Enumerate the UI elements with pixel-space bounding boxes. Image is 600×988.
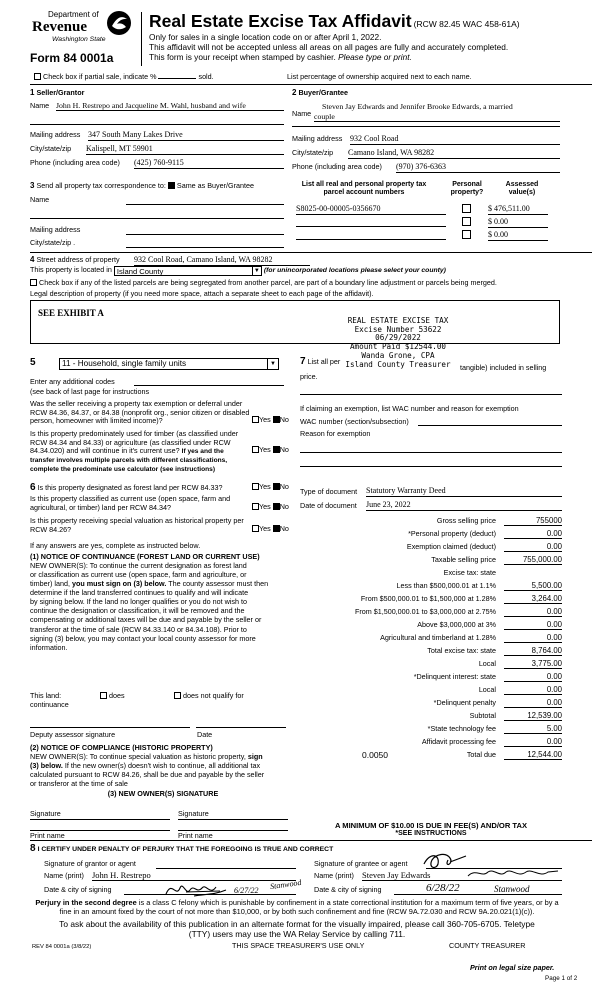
notice1-line: compensating or additional taxes will be due and payable by the seller or xyxy=(30,615,262,625)
timber-question xyxy=(30,430,296,474)
tax-row-label: Local xyxy=(478,659,496,668)
county-row xyxy=(30,266,446,276)
parcel-number[interactable] xyxy=(296,217,446,227)
owner-signature-line[interactable] xyxy=(178,819,288,820)
tax-row xyxy=(300,672,562,684)
owner-signature-label: Signature xyxy=(30,809,61,818)
does-not-checkbox[interactable] xyxy=(174,692,181,699)
minimum-note: A MINIMUM OF $10.00 IS DUE IN FEE(S) AND/OR TAX xyxy=(334,821,528,830)
seller-phone-row xyxy=(30,159,284,168)
legal-label: Legal description of property (if you need more space, attach a separate sheet to each page of the affidavit). xyxy=(30,289,374,298)
tax-row-label: Excise tax: state xyxy=(443,568,496,577)
section3-city-row xyxy=(30,239,284,248)
form-title: Real Estate Excise Tax Affidavit xyxy=(149,11,412,31)
notice2-line: NEW OWNER(S): To continue special valuation as historic property, sign xyxy=(30,752,263,762)
buyer-name-row xyxy=(292,102,560,124)
parcel-personal-checkbox[interactable] xyxy=(462,230,471,239)
partial-sale-text: Check box if partial sale, indicate % xyxy=(43,72,157,81)
notice1-line: by signing below. If the land no longer qualifies or you do not wish to xyxy=(30,597,247,607)
grantor-signature-line[interactable] xyxy=(156,868,296,869)
owner-signature-label: Signature xyxy=(178,809,209,818)
tax-row xyxy=(300,698,562,710)
section3-name-row xyxy=(30,196,284,205)
forest-yes-checkbox[interactable] xyxy=(252,483,259,490)
treasurer-use-only: THIS SPACE TREASURER'S USE ONLY xyxy=(232,941,365,950)
tax-row-label: Total due xyxy=(466,750,496,759)
buyer-name-line2[interactable]: couple xyxy=(314,112,560,122)
county-treasurer-label: COUNTY TREASURER xyxy=(449,941,526,950)
tax-row-value[interactable]: 3,775.00 xyxy=(504,659,562,669)
seller-heading: 1 Seller/Grantor xyxy=(30,88,85,97)
stamp-line6: Island County Treasurer xyxy=(345,359,451,369)
tax-row xyxy=(300,581,562,593)
exemption-label: If claiming an exemption, list WAC number and reason for exemption xyxy=(300,404,519,413)
deputy-label: Deputy assessor signature xyxy=(30,730,116,739)
rev-number: REV 84 0001a (3/8/22) xyxy=(32,944,92,950)
grantor-date-label: Date & city of signing xyxy=(44,885,112,894)
buyer-mail-row xyxy=(292,135,560,144)
tax-row-label: Exemption claimed (deduct) xyxy=(406,542,496,551)
doc-date-label: Date of document xyxy=(300,501,357,510)
tax-row xyxy=(300,568,562,580)
section3-heading: 3 Send all property tax correspondence to: Same as Buyer/Grantee xyxy=(30,181,255,190)
grantee-city: Stanwood xyxy=(494,884,530,894)
reason-label: Reason for exemption xyxy=(300,429,371,438)
segregated-row xyxy=(30,279,497,288)
perjury-notice: Perjury in the second degree is a class C felony which is punishable by confinement in a state correctional institution for a maximum term of five years, or by a fine in an amount fixed by the court of not more than $10,000, or by both such confinement and fine (RCW 9A.72.030 and RCW 9A.20.021(1)(c)). xyxy=(35,898,559,916)
historic-answers: Yes No xyxy=(252,525,289,534)
if-yes-instructions: If any answers are yes, complete as instructed below. xyxy=(30,541,201,550)
stamp-line3: 06/29/2022 xyxy=(375,333,421,343)
notice1-line: timber) land, you must sign on (3) below. The county assessor must then xyxy=(30,579,269,589)
street-label: Street address of property xyxy=(36,255,120,264)
see-instructions: *SEE INSTRUCTIONS xyxy=(395,830,467,837)
reason-line-1 xyxy=(300,452,562,453)
additional-codes-label: Enter any additional codes xyxy=(30,377,115,386)
seller-phone-label: Phone (including area code) xyxy=(30,158,120,167)
parcel-personal-checkbox[interactable] xyxy=(462,204,471,213)
tax-row-value[interactable]: 5.00 xyxy=(504,724,562,734)
parcel-number[interactable]: S8025-00-00005-0356670 xyxy=(296,204,446,215)
historic-question xyxy=(30,517,296,534)
does-checkbox[interactable] xyxy=(100,692,107,699)
same-as-buyer-checkbox[interactable] xyxy=(168,182,175,189)
grantor-date: 6/27/22 xyxy=(234,886,259,895)
legal-description-text: SEE EXHIBIT A xyxy=(38,308,104,318)
doc-date-field[interactable]: June 23, 2022 xyxy=(366,500,562,511)
notice1-title: (1) NOTICE OF CONTINUANCE (FOREST LAND OR CURRENT USE) xyxy=(30,552,260,561)
tax-row-value[interactable]: 5,500.00 xyxy=(504,581,562,591)
historic-yes-checkbox[interactable] xyxy=(252,525,259,532)
form-rcw: (RCW 82.45 WAC 458-61A) xyxy=(413,19,520,29)
parcel-assessed[interactable]: $ 476,511.00 xyxy=(488,204,548,215)
notice1-line: transferor at the time of sale (RCW 84.33.140 or 84.34.108). Prior to xyxy=(30,624,247,634)
tax-row-label: Total excise tax: state xyxy=(427,646,496,655)
tax-row-label: Subtotal xyxy=(469,711,496,720)
seller-section xyxy=(30,88,284,98)
dept-line1: Department of xyxy=(48,10,99,19)
forest-question-text: Is this property designated as forest land per RCW 84.33? xyxy=(37,483,223,492)
section7-text-b: tangible) included in selling price. xyxy=(300,363,547,381)
grantee-name-label: Name (print) xyxy=(314,871,354,880)
doc-type-field[interactable]: Statutory Warranty Deed xyxy=(366,486,562,497)
parcel-assessed[interactable]: $ 0.00 xyxy=(488,230,548,241)
section3-city-label: City/state/zip . xyxy=(30,238,76,247)
alt-format-line-2: (TTY) users may use the WA Relay Service by calling 711. xyxy=(188,929,406,940)
tax-row xyxy=(300,620,562,632)
grantee-date-label: Date & city of signing xyxy=(314,885,382,894)
local-rate: 0.0050 xyxy=(362,750,388,760)
parcel-row xyxy=(296,230,562,241)
seller-phone-field[interactable]: (425) 760-9115 xyxy=(134,158,284,169)
use-code-select[interactable] xyxy=(59,358,279,370)
header-note-2: This affidavit will not be accepted unless all areas on all pages are fully and accurately completed. xyxy=(149,42,509,52)
deputy-signature-line[interactable] xyxy=(30,727,190,728)
tax-row-value xyxy=(504,568,562,578)
tax-row-label: Above $3,000,000 at 3% xyxy=(417,620,496,629)
tax-row-value[interactable]: 755,000.00 xyxy=(504,555,562,565)
grantee-name[interactable]: Steven Jay Edwards xyxy=(362,870,562,881)
see-back-label: (see back of last page for instructions xyxy=(30,387,150,396)
forest-question: 6 Is this property designated as forest land per RCW 84.33? Yes No xyxy=(30,482,289,493)
this-land-label: This land: xyxy=(30,691,62,700)
tax-row-value[interactable]: 0.00 xyxy=(504,607,562,617)
tax-row xyxy=(300,555,562,567)
segregated-checkbox[interactable] xyxy=(30,279,37,286)
additional-codes-row xyxy=(30,378,284,387)
notice2-line: or transferor at the time of sale xyxy=(30,779,128,789)
seller-name-field[interactable]: John H. Restrepo and Jacqueline M. Wahl, husband and wife xyxy=(56,101,284,111)
stamp-line2: Excise Number 53622 xyxy=(354,324,442,334)
timber-question-text: Is this property predominately used for timber (as classified under RCW 84.34 and 84.33) or agriculture (as classified under RCW 84.34.020) and will continue in it's current use? If yes and the transfer involves multiple parcels with different classifications, complete the predominate use calculator (see instructions) xyxy=(30,429,239,474)
legal-paper-note: Print on legal size paper. xyxy=(470,964,555,972)
stamp-line4: Amount Paid $12544.00 xyxy=(349,342,446,352)
header-note-3 xyxy=(149,53,412,63)
timber-answers: Yes No xyxy=(252,446,289,455)
tax-row xyxy=(300,750,562,762)
buyer-name-extra-line xyxy=(292,126,560,127)
historic-question-text: Is this property receiving special valuation as historical property per RCW 84.26? xyxy=(30,516,244,534)
tax-row-value[interactable]: 12,539.00 xyxy=(504,711,562,721)
grantor-sig-label: Signature of grantor or agent xyxy=(44,859,136,868)
tax-row xyxy=(300,594,562,606)
tax-row xyxy=(300,724,562,736)
buyer-mail-label: Mailing address xyxy=(292,134,343,143)
tax-row-value[interactable]: 3,264.00 xyxy=(504,594,562,604)
header-note-3b: Please type or print. xyxy=(338,52,412,62)
form-number: Form 84 0001a xyxy=(30,51,114,65)
tax-row-label: *Delinquent interest: state xyxy=(413,672,496,681)
partial-sale-checkbox[interactable] xyxy=(34,73,41,80)
parcel-number[interactable] xyxy=(296,230,446,240)
section7-line xyxy=(300,394,562,395)
tax-row-label: *Delinquent penalty xyxy=(433,698,496,707)
grantor-name[interactable]: John H. Restrepo xyxy=(92,870,296,881)
seller-city-field[interactable]: Kalispell, MT 59901 xyxy=(86,144,284,155)
ownership-note: List percentage of ownership acquired next to each name. xyxy=(287,72,472,81)
tax-row-value[interactable]: 0.00 xyxy=(504,685,562,695)
section3-name-extra-line xyxy=(30,218,284,219)
unincorporated-note: (for unincorporated locations please select your county) xyxy=(263,267,446,274)
tax-row-label: From $500,000.01 to $1,500,000 at 1.28% xyxy=(360,594,496,603)
exemption-question-text: Was the seller receiving a property tax exemption or deferral under RCW 84.36, 84.37, or 84.38 (nonprofit org., senior citizen or disabled person, homeowner with limited income)? xyxy=(30,399,250,426)
owner-signature-line[interactable] xyxy=(30,819,170,820)
tax-row xyxy=(300,737,562,749)
dor-logo xyxy=(30,10,140,48)
chevron-down-icon[interactable]: ▼ xyxy=(252,267,261,276)
use-code-value: 11 - Household, single family units xyxy=(62,359,187,368)
tax-row xyxy=(300,646,562,658)
notice-continuance xyxy=(30,552,296,652)
buyer-heading: 2 Buyer/Grantee xyxy=(292,88,348,97)
tax-row-label: Less than $500,000.01 at 1.1% xyxy=(396,581,496,590)
tax-row-value[interactable]: 8,764.00 xyxy=(504,646,562,656)
tax-row-value[interactable]: 0.00 xyxy=(504,620,562,630)
tax-row xyxy=(300,633,562,645)
section7-row: 7 List all per tangible) included in selling price. xyxy=(300,356,562,368)
seller-name-row xyxy=(30,102,284,111)
stamp-line5: Wanda Grone, CPA xyxy=(361,350,435,360)
parcel-assessed[interactable]: $ 0.00 xyxy=(488,217,548,228)
dor-swirl-icon xyxy=(106,10,132,36)
exemption-no-checkbox[interactable] xyxy=(273,416,280,423)
header-divider xyxy=(141,12,142,66)
dept-line3: Washington State xyxy=(52,36,106,43)
wac-label: WAC number (section/subsection) xyxy=(300,417,409,426)
seller-mail-label: Mailing address xyxy=(30,130,81,139)
partial-sale-percent[interactable] xyxy=(158,78,196,79)
tax-row xyxy=(300,607,562,619)
notice1-line: continue the designation or classification, it will be removed and the xyxy=(30,606,245,616)
buyer-phone-row xyxy=(292,163,560,172)
notice1-line: determine if the land transferred continues to qualify and will indicate xyxy=(30,588,249,598)
located-label: This property is located in xyxy=(30,265,112,274)
grantee-date-line[interactable] xyxy=(394,894,562,895)
street-field[interactable]: 932 Cool Road, Camano Island, WA 98282 xyxy=(134,255,310,266)
seller-mail-row xyxy=(30,131,284,140)
county-value: Island County xyxy=(116,267,164,276)
tax-row xyxy=(300,659,562,671)
buyer-name-line1[interactable]: Steven Jay Edwards and Jennifer Brooke Edwards, a married xyxy=(322,102,513,111)
same-as-buyer-label: Same as Buyer/Grantee xyxy=(176,181,255,190)
doc-type-label: Type of document xyxy=(300,487,358,496)
buyer-city-row xyxy=(292,149,560,158)
parcel-header-personal: Personal property? xyxy=(450,181,484,197)
section7-text-a: List all per xyxy=(307,357,341,366)
section3-name-label: Name xyxy=(30,195,50,204)
wac-row xyxy=(300,418,562,427)
exemption-yes-checkbox[interactable] xyxy=(252,416,259,423)
tax-row-value[interactable]: 0.00 xyxy=(504,529,562,539)
tax-row-label: From $1,500,000.01 to $3,000,000 at 2.75% xyxy=(354,607,496,616)
seller-name-label: Name xyxy=(30,101,50,110)
parcel-header-list: List all real and personal property tax parcel account numbers xyxy=(301,181,427,197)
buyer-phone-label: Phone (including area code) xyxy=(292,162,382,171)
doc-type-row xyxy=(300,488,562,497)
does-not-option: does not qualify for xyxy=(174,692,244,701)
partial-sale-sold: sold. xyxy=(198,72,214,81)
reason-line-2 xyxy=(300,466,562,467)
does-option: does xyxy=(100,692,125,701)
tax-row-label: *State technology fee xyxy=(427,724,496,733)
tax-row-label: Affidavit processing fee xyxy=(421,737,496,746)
buyer-name-label: Name xyxy=(292,109,312,118)
notice3-title: (3) NEW OWNER(S) SIGNATURE xyxy=(107,789,219,799)
seller-city-row xyxy=(30,145,284,154)
tax-row xyxy=(300,542,562,554)
grantor-signature-image xyxy=(164,878,234,900)
notice-compliance xyxy=(30,743,296,798)
parcel-personal-checkbox[interactable] xyxy=(462,217,471,226)
current-use-question xyxy=(30,495,296,512)
timber-no-checkbox[interactable] xyxy=(273,446,280,453)
tax-row-label: Taxable selling price xyxy=(431,555,496,564)
rule-4 xyxy=(30,252,592,253)
forest-no-checkbox[interactable] xyxy=(273,483,280,490)
wac-field[interactable] xyxy=(418,425,562,426)
tax-row-value[interactable]: 0.00 xyxy=(504,737,562,747)
form-title-wrap xyxy=(149,11,520,32)
section3-mail-row xyxy=(30,226,284,235)
segregated-text: Check box if any of the listed parcels are being segregated from another parcel, are part of a boundary line adjustment or parcels being merged. xyxy=(39,278,497,287)
section5-row: 5 xyxy=(30,357,36,368)
notice2-title: (2) NOTICE OF COMPLIANCE (HISTORIC PROPERTY) xyxy=(30,743,213,752)
buyer-phone-field[interactable]: (970) 376-6363 xyxy=(396,162,560,173)
this-land-row xyxy=(30,692,296,709)
grantee-sig-label: Signature of grantee or agent xyxy=(314,859,408,868)
forest-answers: Yes No xyxy=(252,483,289,492)
alt-format-line-1: To ask about the availability of this publication in an alternate format for the visually impaired, please call 360-705-6705. Teletype xyxy=(59,919,535,929)
additional-codes-field[interactable] xyxy=(134,385,284,386)
seller-name-extra-line xyxy=(30,124,284,125)
parcel-header-assessed: Assessed value(s) xyxy=(505,181,539,197)
tax-row-label: Local xyxy=(478,685,496,694)
continuance-label: continuance xyxy=(30,699,69,709)
section3-mail-label: Mailing address xyxy=(30,225,81,234)
section3-text: Send all property tax correspondence to: xyxy=(36,181,166,190)
tax-row-value[interactable]: 755000 xyxy=(504,516,562,526)
timber-yes-checkbox[interactable] xyxy=(252,446,259,453)
owner-print-label: Print name xyxy=(30,831,65,840)
section3-mail-field[interactable] xyxy=(126,234,284,235)
notice1-line: or classification as current use (open space, farm and agriculture, or xyxy=(30,570,247,580)
tax-row-value[interactable]: 0.00 xyxy=(504,672,562,682)
tax-row-label: Agricultural and timberland at 1.28% xyxy=(380,633,496,642)
partial-sale-row xyxy=(34,73,214,82)
header-note-3a: This form is your receipt when stamped by cashier. xyxy=(149,52,336,62)
grantee-signature-image xyxy=(466,866,560,880)
parcel-row xyxy=(296,204,562,215)
rule-8 xyxy=(30,840,592,841)
tax-row-label: *Personal property (deduct) xyxy=(408,529,496,538)
owner-print-label: Print name xyxy=(178,831,213,840)
buyer-city-field[interactable]: Camano Island, WA 98282 xyxy=(348,148,560,159)
tax-row-value[interactable]: 12,544.00 xyxy=(504,750,562,760)
tax-row xyxy=(300,685,562,697)
grantee-signature-image xyxy=(420,850,470,872)
current-use-yes-checkbox[interactable] xyxy=(252,503,259,510)
grantee-date: 6/28/22 xyxy=(426,882,460,894)
deputy-date-label: Date xyxy=(197,730,213,739)
notice1-line: information. xyxy=(30,642,68,652)
notice2-line: calculated pursuant to RCW 84.26, shall be due and payable by the seller xyxy=(30,770,265,780)
section4-street-row: 4 Street address of property 932 Cool Road, Camano Island, WA 98282 xyxy=(30,255,560,265)
notice2-line: (3) below. If the new owner(s) doesn't wish to continue, all additional tax xyxy=(30,761,261,771)
chevron-down-icon[interactable]: ▼ xyxy=(267,359,278,370)
current-use-answers: Yes No xyxy=(252,503,289,512)
notice1-line: NEW OWNER(S): To continue the current designation as forest land xyxy=(30,561,247,571)
grantor-city: Stanwood xyxy=(269,877,302,892)
current-use-no-checkbox[interactable] xyxy=(273,503,280,510)
grantor-name-label: Name (print) xyxy=(44,871,84,880)
tax-row xyxy=(300,529,562,541)
county-select[interactable] xyxy=(114,266,262,276)
tax-row-value[interactable]: 0.00 xyxy=(504,698,562,708)
buyer-city-label: City/state/zip xyxy=(292,148,334,157)
page-number: Page 1 of 2 xyxy=(545,975,578,982)
alt-format-notice xyxy=(30,919,564,939)
current-use-question-text: Is this property classified as current use (open space, farm and agricultural, or timber) land per RCW 84.34? xyxy=(30,494,231,512)
doc-date-row xyxy=(300,502,562,511)
section3-city-field[interactable] xyxy=(126,247,284,248)
notice1-line: signing (3) below, you may contact your local county assessor for more xyxy=(30,633,256,643)
header-note-1: Only for sales in a single location code on or after April 1, 2022. xyxy=(149,32,382,42)
exemption-question xyxy=(30,400,296,426)
tax-row xyxy=(300,516,562,528)
seller-mail-field[interactable]: 347 South Many Lakes Drive xyxy=(88,130,284,141)
tax-row-value[interactable]: 0.00 xyxy=(504,633,562,643)
section8-title: 8 I CERTIFY UNDER PENALTY OF PERJURY THAT THE FOREGOING IS TRUE AND CORRECT xyxy=(30,843,334,854)
dept-line2: Revenue xyxy=(32,19,87,35)
exemption-answers: Yes No xyxy=(252,416,289,425)
section3-name-field[interactable] xyxy=(126,204,284,205)
buyer-mail-field[interactable]: 932 Cool Road xyxy=(350,134,560,145)
seller-city-label: City/state/zip xyxy=(30,144,72,153)
rule-top xyxy=(30,84,592,85)
stamp-line1: REAL ESTATE EXCISE TAX xyxy=(347,316,449,325)
parcel-row xyxy=(296,217,562,228)
tax-row xyxy=(300,711,562,723)
deputy-date-line[interactable] xyxy=(196,727,286,728)
tax-row-value[interactable]: 0.00 xyxy=(504,542,562,552)
tax-row-label: Gross selling price xyxy=(436,516,496,525)
historic-no-checkbox[interactable] xyxy=(273,525,280,532)
